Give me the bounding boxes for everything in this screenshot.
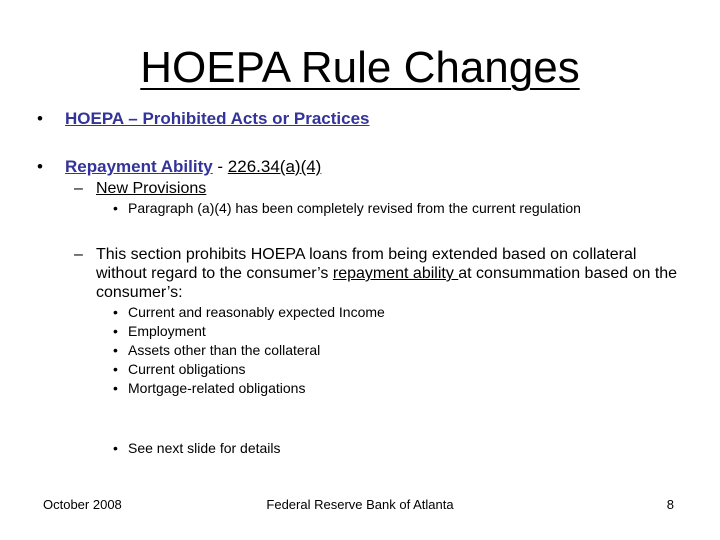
bullet-dot-icon: •: [113, 304, 118, 320]
repayment-ability-link[interactable]: Repayment Ability: [65, 157, 213, 176]
slide-content: [36, 108, 686, 458]
bullet-dot-icon: •: [37, 109, 43, 128]
slide-title: HOEPA Rule Changes: [140, 43, 580, 92]
bullet-dot-icon: •: [113, 342, 118, 358]
list-item: [36, 360, 686, 379]
section-description: [36, 245, 686, 302]
list-item-text: Employment: [128, 323, 206, 339]
bullet-dot-icon: •: [113, 200, 118, 216]
paragraph-revised-item: [36, 199, 686, 218]
repayment-ability-underlined: repayment ability: [332, 265, 459, 282]
list-item: [36, 303, 686, 322]
new-provisions-item: [36, 179, 686, 198]
list-item-text: Mortgage-related obligations: [128, 380, 306, 396]
see-next-item: [36, 439, 686, 458]
bullet-dot-icon: •: [113, 361, 118, 377]
separator: -: [212, 157, 228, 176]
footer-date: October 2008: [43, 497, 122, 512]
bullet-dot-icon: •: [37, 157, 43, 176]
list-item-text: Current and reasonably expected Income: [128, 304, 385, 320]
list-item: [36, 322, 686, 341]
footer-org: Federal Reserve Bank of Atlanta: [266, 497, 454, 512]
bullet-prohibited-acts: [36, 108, 686, 130]
list-item-text: Current obligations: [128, 361, 246, 377]
dash-marker-icon: –: [74, 246, 83, 263]
dash-marker-icon: –: [74, 180, 83, 197]
list-item: [36, 379, 686, 398]
list-item-text: Assets other than the collateral: [128, 342, 321, 358]
bullet-dot-icon: •: [113, 323, 118, 339]
bullet-dot-icon: •: [113, 380, 118, 396]
paragraph-revised-text: Paragraph (a)(4) has been completely revised from the current regulation: [128, 200, 581, 216]
footer-page-number: 8: [666, 497, 674, 512]
list-item: [36, 341, 686, 360]
citation-link[interactable]: 226.34(a)(4): [227, 157, 322, 176]
see-next-text: See next slide for details: [128, 440, 281, 456]
prohibited-acts-link[interactable]: HOEPA – Prohibited Acts or Practices: [65, 109, 370, 128]
section-text-after: at consummation based on the consumer’s:: [96, 265, 678, 301]
section-text-before: This section prohibits HOEPA loans from being extended based on collateral without regard to the consumer’s: [96, 246, 637, 282]
bullet-dot-icon: •: [113, 440, 118, 456]
new-provisions-link[interactable]: New Provisions: [96, 180, 207, 197]
bullet-repayment-ability: [36, 156, 686, 178]
